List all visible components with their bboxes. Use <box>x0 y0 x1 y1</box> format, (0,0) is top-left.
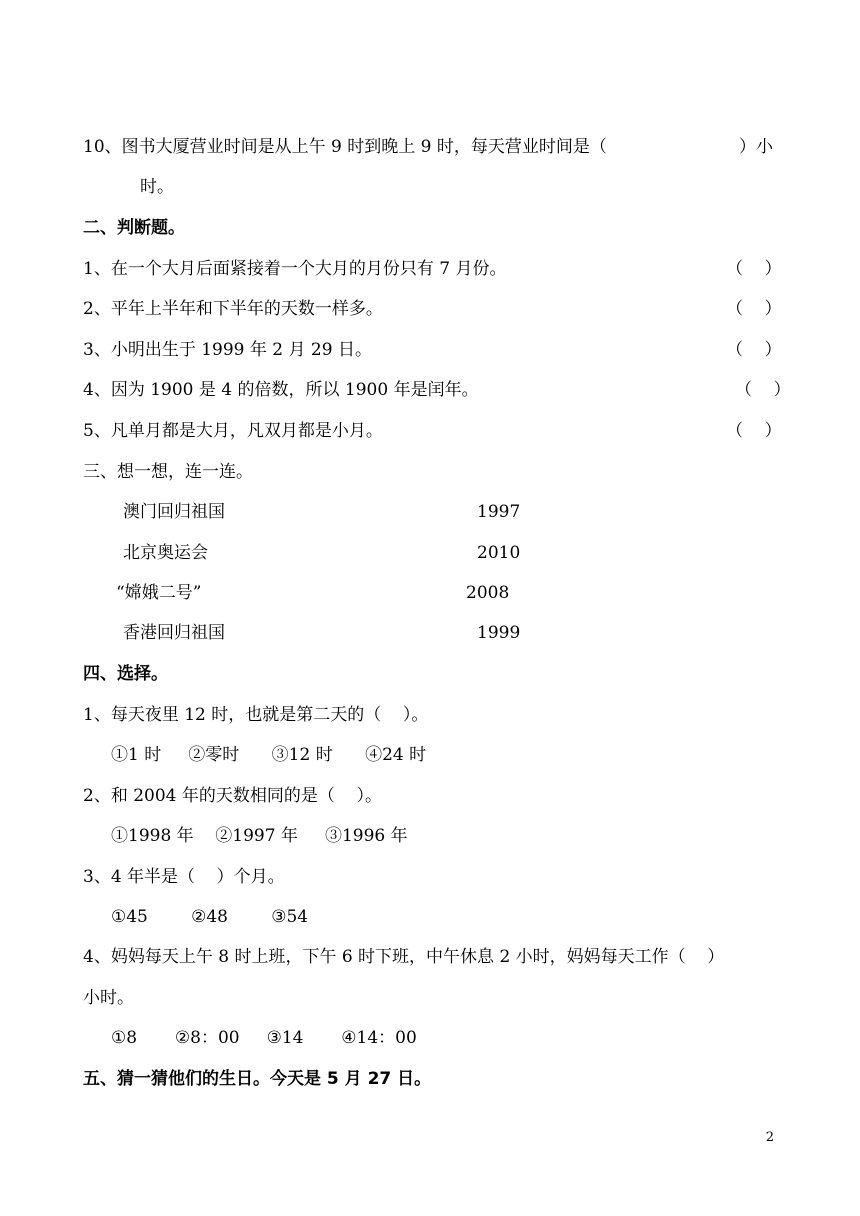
match-right-3: 2008 <box>466 583 510 603</box>
q10-line1: 10、图书大厦营业时间是从上午 9 时到晚上 9 时，每天营业时间是（ <box>83 137 607 157</box>
judge-mark-4[interactable]: （ ） <box>735 380 791 400</box>
match-right-4: 1999 <box>477 623 521 643</box>
choice-q2: 2、和 2004 年的天数相同的是（ ）。 <box>83 786 383 806</box>
match-left-4: 香港回归祖国 <box>123 623 225 643</box>
judge-mark-3[interactable]: （ ） <box>726 340 782 360</box>
judge-item-4: 4、因为 1900 是 4 的倍数，所以 1900 年是闰年。 <box>83 380 479 400</box>
judge-mark-5[interactable]: （ ） <box>726 421 782 441</box>
q10-line2: 时。 <box>140 177 174 197</box>
match-right-2: 2010 <box>477 543 521 563</box>
match-right-1: 1997 <box>477 502 521 522</box>
choice-q3: 3、4 年半是（ ）个月。 <box>83 867 285 887</box>
choice-q2-options[interactable]: ①1998 年 ②1997 年 ③1996 年 <box>111 826 408 846</box>
choice-q3-options[interactable]: ①45 ②48 ③54 <box>111 907 309 927</box>
section5-heading: 五、猜一猜他们的生日。今天是 5 月 27 日。 <box>83 1069 432 1089</box>
page-number: 2 <box>765 1130 774 1145</box>
match-left-2: 北京奥运会 <box>123 543 208 563</box>
section2-heading: 二、判断题。 <box>83 218 185 238</box>
choice-q4-line2: 小时。 <box>83 988 134 1008</box>
judge-item-3: 3、小明出生于 1999 年 2 月 29 日。 <box>83 340 372 360</box>
choice-q4: 4、妈妈每天上午 8 时上班，下午 6 时下班，中午休息 2 小时，妈妈每天工作（ ） <box>83 947 725 967</box>
section4-heading: 四、选择。 <box>83 664 168 684</box>
choice-q4-options[interactable]: ①8 ②8：00 ③14 ④14：00 <box>111 1028 417 1048</box>
judge-item-5: 5、凡单月都是大月，凡双月都是小月。 <box>83 421 383 441</box>
choice-q1-options[interactable]: ①1 时 ②零时 ③12 时 ④24 时 <box>111 745 427 765</box>
match-left-1: 澳门回归祖国 <box>123 502 225 522</box>
section3-heading: 三、想一想，连一连。 <box>83 462 253 482</box>
choice-q1: 1、每天夜里 12 时，也就是第二天的（ ）。 <box>83 705 429 725</box>
judge-mark-1[interactable]: （ ） <box>726 259 782 279</box>
judge-item-1: 1、在一个大月后面紧接着一个大月的月份只有 7 月份。 <box>83 259 507 279</box>
q10-paren-close: ）小 <box>739 137 773 157</box>
judge-item-2: 2、平年上半年和下半年的天数一样多。 <box>83 299 383 319</box>
match-left-3: “嫦娥二号” <box>116 583 202 603</box>
judge-mark-2[interactable]: （ ） <box>726 299 782 319</box>
